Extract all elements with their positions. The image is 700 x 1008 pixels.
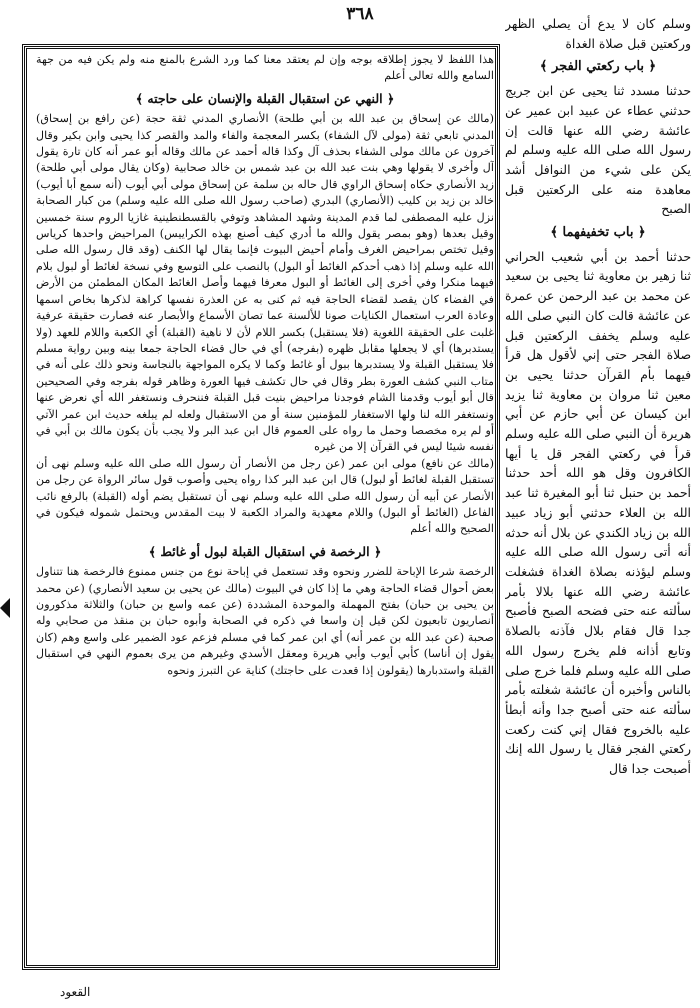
margin-paragraph: حدثنا مسدد ثنا يحيى عن ابن جريج حدثني عطاء عن عبيد ابن عمير عن عائشة رضي الله عنها قالت إن رسول الله صلى الله عليه وسلم لم يكن على شيء من النوافل أشد معاهدة منه على الركعتين قبل الصبح: [505, 83, 691, 217]
commentary-paragraph: (مالك عن إسحاق بن عبد الله بن أبي طلحة) الأنصاري المدني ثقة حجة (عن رافع بن إسحاق) المدني تابعي ثقة (مولى لآل الشفاء) بكسر المعجمة والفاء والمد والقصر كذا يحيى وابن بكير وقال آخرون عن مالك مولى الشفاء بحذف آل وكذا قاله أحمد عن مالك وقاله أبو عمر أنه كان تارة يقول آل وأخرى لا يقولها وهي بنت عبد الله بن عبد شمس بن خالد صحابية (وكان يقال مولى أبي طلحة) زيد الأنصاري حكاه إسحاق الراوي قال حاله بن سلمة عن إسحاق مولى أبي أيوب (أنه سمع أبا أيوب) خالد بن زيد بن كليب (الأنصاري) البدري (صاحب رسول الله صلى الله عليه وسلم) من كبار الصحابة نزل عليه المصطفى لما قدم المدينة وشهد المشاهد وتوفي بالقسطنطينية غازيا الروم سنة خمسين وقيل بعدها (وهو بمصر يقول والله ما أدري كيف أصنع بهذه الكراييس) المراحيض واحدها كرياس وقيل تختص بمراحيض الغرف وأمام أحيض البيوت فإنما يقال لها الكنف (وقد قال رسول الله صلى الله عليه وسلم إذا ذهب أحدكم الغائط أو البول) بالنصب على التوسع وفي نسخة لغائط أو لبول بلام فيهما منكرا وفي أخرى إلى الغائط أو البول معرفا فيهما وأصل الغائط المكان المطمئن من الأرض في الفضاء كان يقصد لقضاء الحاجة فيه ثم كنى به عن العذرة نفسها كراهة لذكرها بخاص اسمها وعادة العرب استعمال الكنايات صونا للألسنة عما تصان الأسماع والأبصار عنه فصارت حقيقة عرفية غلبت على الحقيقة اللغوية (فلا يستقبل) بكسر اللام لأن لا ناهية (القبلة) أي الكعبة واللام للعهد (ولا يستدبرها) أي لا يجعلها مقابل ظهره (بفرجه) أي في حال قضاء الحاجة جمعا بينه وبين رواية مسلم فلا يستقبل القبلة ولا يستدبرها ببول أو غائط وكما لا يكره المواجهة بالنجاسة ونحو ذلك على أنه في متاب النبي كشف العورة بطر وقال في حال تكشف فيها العورة وظاهر قوله بفرجه وفي الصحيحين قال أبو أيوب وقدمنا الشام فوجدنا مراحيض بنيت قبل القبلة فننحرف ونستغفر الله أي نعرض عنها ونستغفر الله لنا ولها الاستغفار للمؤمنين سنة أو من الاستقبال ولعله لم يبلغه حديث ابن عمر الآتي أو لم يره مخصصا وحمل ما رواه على العموم قال ابن عبد البر ولا يجب بأن يكون مالك بن أبي في نفسه شيئا ليس في القرآن إلا من غيره: [36, 112, 494, 454]
margin-heading-lightening: ﴿ باب تخفيفهما ﴾: [550, 225, 646, 241]
commentary-paragraph: (مالك عن نافع) مولى ابن عمر (عن رجل من الأنصار أن رسول الله صلى الله عليه وسلم نهى أن تستقبل القبلة لغائط أو لبول) قال ابن عبد البر كذا رواه يحيى وأصوب قول سائر الرواة عن رجل من الأنصار عن أبيه أن رسول الله صلى الله عليه وسلم نهى أن تستقبل يضم أوله (القبلة) بالرفع نائب الفاعل (الغائط أو البول) واللام معهدية والمراد الكعبة لا بيت المقدس ويحتمل شموله فيكون في الصحيح والله أعلم: [36, 456, 494, 536]
page-edge-mark-icon: [0, 598, 10, 618]
hadith-margin-column: [505, 14, 691, 989]
margin-heading-fajr: ﴿ باب ركعتي الفجر ﴾: [539, 59, 657, 75]
margin-paragraph: وسلم كان لا يدع أن يصلي الظهر وركعتين قبل صلاة الغداة: [505, 16, 691, 51]
chapter-heading-prohibition: ﴿ النهي عن استقبال القبلة والإنسان على حاجته ﴾: [135, 90, 395, 106]
margin-paragraph: حدثنا أحمد بن أبي شعيب الحراني ثنا زهير بن معاوية ثنا يحيى بن سعيد عن محمد بن عبد الرحمن عن عمرة عن عائشة قالت كان النبي صلى الله عليه وسلم يخفف الركعتين قبل صلاة الفجر حتى إني لأقول هل قرأ فيهما بأم القرآن حدثنا يحيى بن معين ثنا مروان بن معاوية ثنا يزيد ابن كيسان عن أبي حازم عن أبي هريرة أن النبي صلى الله عليه وسلم قرأ في ركعتي الفجر قل يا أيها الكافرون وقل هو الله أحد حدثنا أحمد بن حنبل ثنا أبو المغيرة ثنا عبد الله بن العلاء حدثني أبو زياد عبيد الله بن زياد الكندي عن بلال أنه حدثه أنه أتى رسول الله صلى الله عليه وسلم ليؤذنه بصلاة الغداة فشغلت عائشة رضي الله عنها بلالا بأمر سألته عنه حتى فضحه الصبح فأصبح جدا قال فقام بلال فآذنه بالصلاة وتابع أذانه فلم يخرج رسول الله صلى الله عليه وسلم فلما خرج صلى بالناس وأخبره أن عائشة شغلته بأمر سألته عنه حتى أصبح جدا وأنه أبطأ عليه بالخروج فقال إني كنت ركعت ركعتي الفجر فقال يا رسول الله إنك أصبحت جدا قال: [505, 248, 691, 777]
page-number: ٣٦٨: [346, 4, 374, 24]
commentary-column: [36, 52, 494, 972]
commentary-paragraph: الرخصة شرعا الإباحة للضرر ونحوه وقد تستعمل في إباحة نوع من جنس ممنوع فالرخصة هنا تتناول بعض أحوال قضاء الحاجة وهي ما إذا كان في البيوت (مالك عن يحيى بن سعيد الأنصاري) (عن محمد بن يحيى بن حبان) بفتح المهملة والموحدة المشددة (عن عمه واسع بن حبان) والثلاثة مذكورون أنصاريون تابعيون لكن قيل إن واسعا في ذكره في الصحابة وأبوه حبان بن منقذ من صحابي وله صحبة (عن عبد الله بن عمر أنه) أي ابن عمر كما في مسلم فزعم عود الضمير على واسع وهم (كان يقول إن أناسا) كأبي أيوب وأبي هريرة ومعقل الأسدي وغيرهم من يرى بعموم النهي في استقبال القبلة واستدبارها (يقولون إذا قعدت على حاجتك) كناية عن التبرز ونحوه: [36, 565, 494, 677]
chapter-heading-permission: ﴿ الرخصة في استقبال القبلة لبول أو غائط ﴾: [148, 543, 382, 559]
intro-paragraph: هذا اللفظ لا يجوز إطلاقه بوجه وإن لم يعتقد معنا كما ورد الشرع بالمنع منه ولم يكن فيه من جهة السامع والله تعالى أعلم: [36, 53, 494, 83]
catchword: القعود: [60, 985, 91, 999]
